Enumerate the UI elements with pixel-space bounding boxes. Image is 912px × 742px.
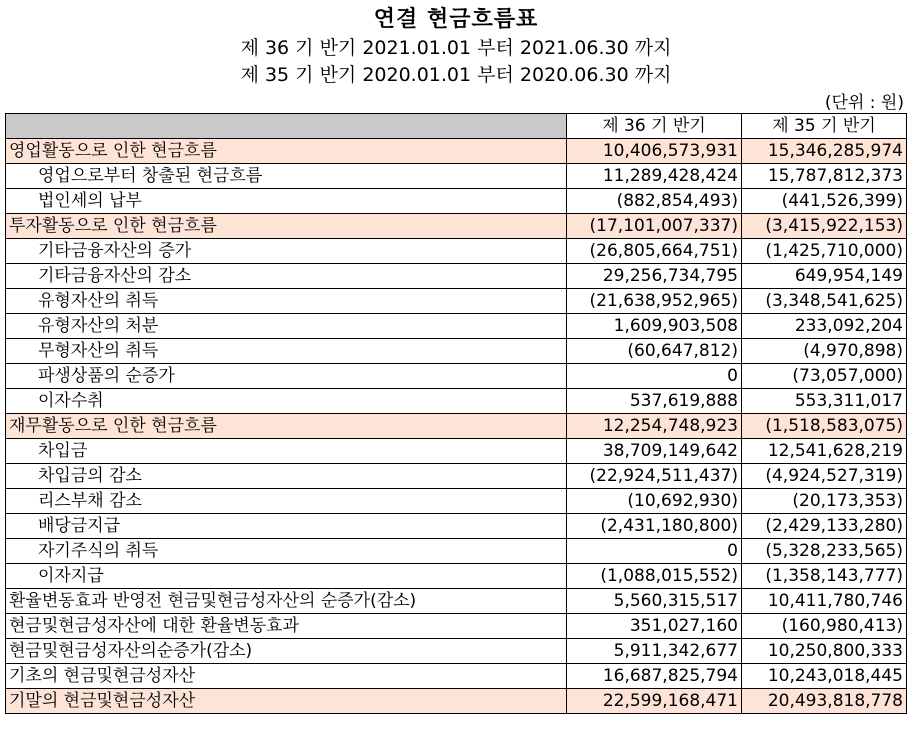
table-row bbox=[6, 689, 907, 714]
current-period-value: (1,088,015,552) bbox=[567, 564, 742, 589]
table-row bbox=[6, 139, 907, 164]
row-label: 재무활동으로 인한 현금흐름 bbox=[6, 414, 567, 439]
previous-period-value: (441,526,399) bbox=[742, 189, 907, 214]
row-label: 영업으로부터 창출된 현금흐름 bbox=[6, 164, 567, 189]
table-row bbox=[6, 664, 907, 689]
period-previous: 제 35 기 반기 2020.01.01 부터 2020.06.30 까지 bbox=[240, 64, 672, 86]
row-label: 무형자산의 취득 bbox=[6, 339, 567, 364]
current-period-value: 0 bbox=[567, 539, 742, 564]
previous-period-value: 10,250,800,333 bbox=[742, 639, 907, 664]
header-current-period: 제 36 기 반기 bbox=[567, 114, 742, 139]
current-period-value: (882,854,493) bbox=[567, 189, 742, 214]
table-row bbox=[6, 189, 907, 214]
table-row bbox=[6, 214, 907, 239]
row-label: 기타금융자산의 감소 bbox=[6, 264, 567, 289]
table-row bbox=[6, 514, 907, 539]
previous-period-value: (3,415,922,153) bbox=[742, 214, 907, 239]
current-period-value: 11,289,428,424 bbox=[567, 164, 742, 189]
current-period-value: 5,560,315,517 bbox=[567, 589, 742, 614]
previous-period-value: (2,429,133,280) bbox=[742, 514, 907, 539]
previous-period-value: 233,092,204 bbox=[742, 314, 907, 339]
row-label: 현금및현금성자산의순증가(감소) bbox=[6, 639, 567, 664]
cash-flow-table bbox=[5, 113, 907, 714]
row-label: 차입금 bbox=[6, 439, 567, 464]
current-period-value: (2,431,180,800) bbox=[567, 514, 742, 539]
table-row bbox=[6, 564, 907, 589]
table-row bbox=[6, 314, 907, 339]
current-period-value: (17,101,007,337) bbox=[567, 214, 742, 239]
row-label: 투자활동으로 인한 현금흐름 bbox=[6, 214, 567, 239]
row-label: 파생상품의 순증가 bbox=[6, 364, 567, 389]
unit-label: (단위 : 원) bbox=[824, 93, 904, 113]
previous-period-value: 553,311,017 bbox=[742, 389, 907, 414]
previous-period-value: (160,980,413) bbox=[742, 614, 907, 639]
previous-period-value: 649,954,149 bbox=[742, 264, 907, 289]
current-period-value: 10,406,573,931 bbox=[567, 139, 742, 164]
row-label: 영업활동으로 인한 현금흐름 bbox=[6, 139, 567, 164]
row-label: 차입금의 감소 bbox=[6, 464, 567, 489]
previous-period-value: (3,348,541,625) bbox=[742, 289, 907, 314]
row-label: 리스부채 감소 bbox=[6, 489, 567, 514]
table-row bbox=[6, 289, 907, 314]
current-period-value: 38,709,149,642 bbox=[567, 439, 742, 464]
previous-period-value: (1,518,583,075) bbox=[742, 414, 907, 439]
row-label: 환율변동효과 반영전 현금및현금성자산의 순증가(감소) bbox=[6, 589, 567, 614]
table-row bbox=[6, 589, 907, 614]
row-label: 현금및현금성자산에 대한 환율변동효과 bbox=[6, 614, 567, 639]
row-label: 기타금융자산의 증가 bbox=[6, 239, 567, 264]
row-label: 자기주식의 취득 bbox=[6, 539, 567, 564]
row-label: 유형자산의 처분 bbox=[6, 314, 567, 339]
current-period-value: (21,638,952,965) bbox=[567, 289, 742, 314]
previous-period-value: 12,541,628,219 bbox=[742, 439, 907, 464]
table-header-row bbox=[6, 114, 907, 139]
previous-period-value: 20,493,818,778 bbox=[742, 689, 907, 714]
table-row bbox=[6, 364, 907, 389]
row-label: 법인세의 납부 bbox=[6, 189, 567, 214]
previous-period-value: (20,173,353) bbox=[742, 489, 907, 514]
table-row bbox=[6, 389, 907, 414]
previous-period-value: (5,328,233,565) bbox=[742, 539, 907, 564]
previous-period-value: (1,425,710,000) bbox=[742, 239, 907, 264]
table-row bbox=[6, 464, 907, 489]
table-row bbox=[6, 414, 907, 439]
row-label: 이자지급 bbox=[6, 564, 567, 589]
table-row bbox=[6, 264, 907, 289]
table-row bbox=[6, 539, 907, 564]
current-period-value: 1,609,903,508 bbox=[567, 314, 742, 339]
current-period-value: 537,619,888 bbox=[567, 389, 742, 414]
current-period-value: 22,599,168,471 bbox=[567, 689, 742, 714]
table-row bbox=[6, 439, 907, 464]
previous-period-value: 15,787,812,373 bbox=[742, 164, 907, 189]
previous-period-value: (73,057,000) bbox=[742, 364, 907, 389]
previous-period-value: 15,346,285,974 bbox=[742, 139, 907, 164]
previous-period-value: (4,924,527,319) bbox=[742, 464, 907, 489]
table-row bbox=[6, 239, 907, 264]
previous-period-value: 10,243,018,445 bbox=[742, 664, 907, 689]
statement-title: 연결 현금흐름표 bbox=[373, 7, 539, 32]
current-period-value: 5,911,342,677 bbox=[567, 639, 742, 664]
current-period-value: 16,687,825,794 bbox=[567, 664, 742, 689]
current-period-value: (10,692,930) bbox=[567, 489, 742, 514]
current-period-value: (60,647,812) bbox=[567, 339, 742, 364]
previous-period-value: (1,358,143,777) bbox=[742, 564, 907, 589]
period-current: 제 36 기 반기 2021.01.01 부터 2021.06.30 까지 bbox=[240, 37, 672, 59]
row-label: 기초의 현금및현금성자산 bbox=[6, 664, 567, 689]
current-period-value: 12,254,748,923 bbox=[567, 414, 742, 439]
current-period-value: (26,805,664,751) bbox=[567, 239, 742, 264]
header-previous-period: 제 35 기 반기 bbox=[742, 114, 907, 139]
current-period-value: 29,256,734,795 bbox=[567, 264, 742, 289]
table-row bbox=[6, 164, 907, 189]
current-period-value: 0 bbox=[567, 364, 742, 389]
header-label-cell bbox=[6, 114, 567, 139]
row-label: 이자수취 bbox=[6, 389, 567, 414]
table-row bbox=[6, 489, 907, 514]
previous-period-value: 10,411,780,746 bbox=[742, 589, 907, 614]
table-row bbox=[6, 639, 907, 664]
row-label: 기말의 현금및현금성자산 bbox=[6, 689, 567, 714]
row-label: 배당금지급 bbox=[6, 514, 567, 539]
current-period-value: 351,027,160 bbox=[567, 614, 742, 639]
row-label: 유형자산의 취득 bbox=[6, 289, 567, 314]
table-row bbox=[6, 339, 907, 364]
previous-period-value: (4,970,898) bbox=[742, 339, 907, 364]
current-period-value: (22,924,511,437) bbox=[567, 464, 742, 489]
table-row bbox=[6, 614, 907, 639]
